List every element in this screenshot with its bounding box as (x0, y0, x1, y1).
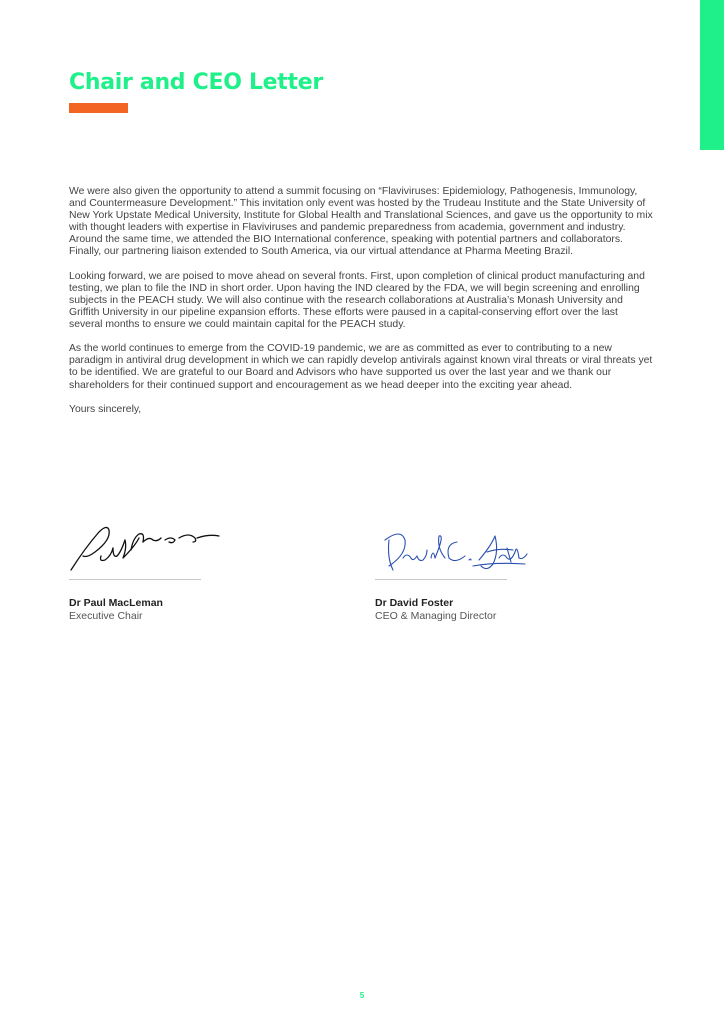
signatory-name: Dr David Foster (375, 597, 454, 609)
page-number: 5 (359, 991, 365, 1000)
corner-accent-tab (700, 0, 724, 150)
page-title: Chair and CEO Letter (69, 70, 323, 95)
signatory-name: Dr Paul MacLeman (69, 597, 163, 609)
letter-paragraph: We were also given the opportunity to attend a summit focusing on “Flaviviruses: Epidemiology, Pathogenesis, Immunology, and Countermeasure Development.” This invitation only event was hosted by the Trudeau Institute and the State University of New York Upstate Medical University, Institute for Global Health and Translational Sciences, and gave us the opportunity to mix with thought leaders with expertise in Flaviviruses and pandemic preparedness from academia, government and industry. Around the same time, we attended the BIO International conference, speaking with potential partners and collaborators. Finally, our partnering liaison extended to South America, via our virtual attendance at Pharma Meeting Brazil. (69, 186, 653, 258)
signature-block-ceo (375, 518, 615, 622)
letter-closing: Yours sincerely, (69, 403, 142, 415)
letter-body (69, 186, 653, 428)
letter-paragraph: As the world continues to emerge from the COVID-19 pandemic, we are as committed as ever to contributing to a new paradigm in antiviral drug development in which we can rapidly develop antivirals against known viral threats or viral threats yet to be identified. We are grateful to our Board and Advisors who have supported us over the last year and we thank our shareholders for their continued support and encouragement as we head deeper into the exciting year ahead. (69, 343, 653, 391)
signature-block-chair (69, 518, 309, 622)
signature-image-chair (69, 518, 229, 578)
signatory-role: CEO & Managing Director (375, 610, 497, 622)
signature-image-ceo (375, 518, 535, 578)
title-underline (69, 103, 128, 113)
letter-paragraph: Looking forward, we are poised to move ahead on several fronts. First, upon completion of clinical product manufacturing and testing, we plan to file the IND in short order. Upon having the IND cleared by the FDA, we will begin screening and enrolling subjects in the PEACH study. We will also continue with the research collaborations at Australia’s Monash University and Griffith University in our pipeline expansion efforts. These efforts were paused in a capital-conserving effort over the last several months to ensure we could maintain capital for the PEACH study. (69, 270, 645, 331)
signature-line (69, 579, 201, 580)
signature-line (375, 579, 507, 580)
signatory-role: Executive Chair (69, 610, 143, 622)
